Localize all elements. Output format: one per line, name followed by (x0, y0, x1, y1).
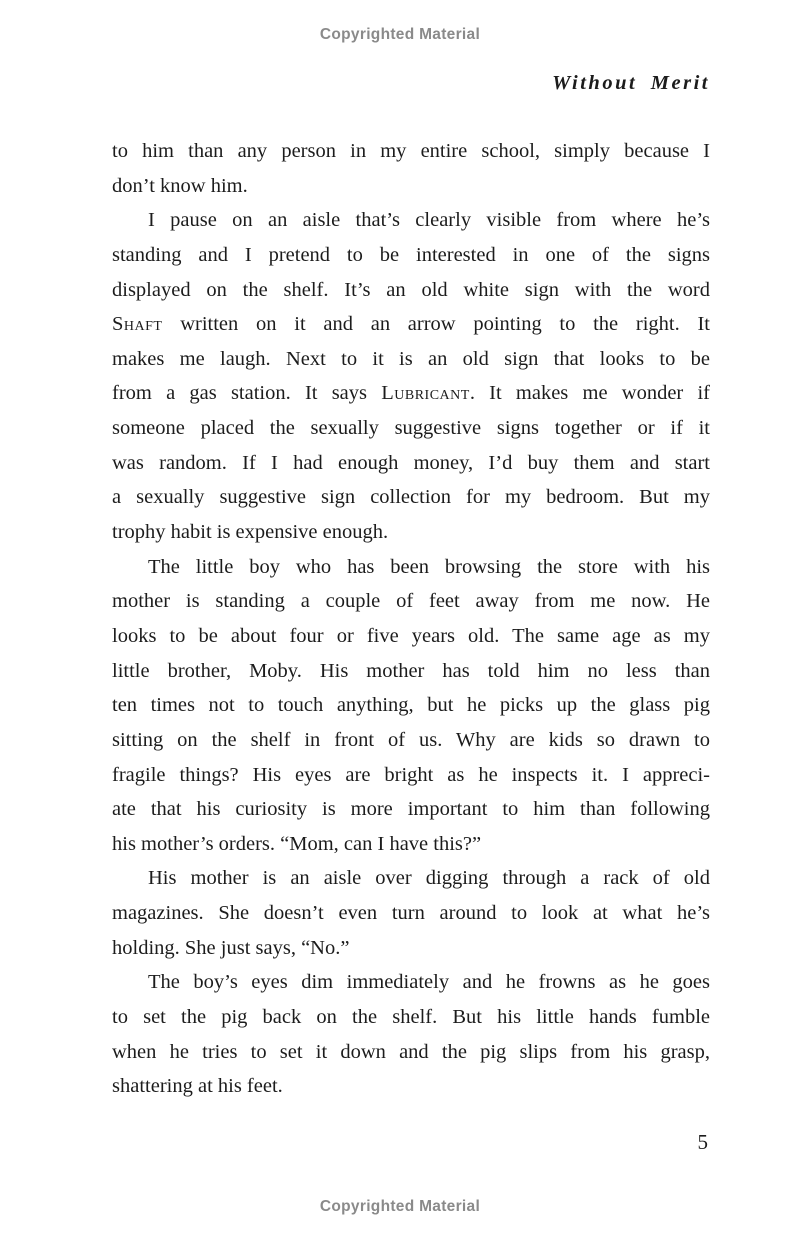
smallcaps-word: Lubricant (381, 382, 470, 405)
text-line: The little boy who has been browsing the store with his (148, 555, 710, 578)
text-line: The boy’s eyes dim immediately and he frowns as he goes (148, 971, 710, 994)
text-line: to set the pig back on the shelf. But his little hands fumble (112, 1006, 710, 1029)
text-line: looks to be about four or five years old. The same age as my (112, 624, 710, 647)
text-line: was random. If I had enough money, I’d buy them and start (112, 451, 710, 474)
text-line: when he tries to set it down and the pig slips from his grasp, (112, 1040, 710, 1063)
text-line: fragile things? His eyes are bright as he inspects it. I appreci- (112, 763, 710, 786)
text-line: magazines. She doesn’t even turn around to look at what he’s (112, 902, 710, 925)
text-line: don’t know him. (112, 174, 248, 197)
text-line: holding. She just says, “No.” (112, 936, 350, 959)
text-line: from a gas station. It says Lubricant. It makes me wonder if (112, 382, 711, 405)
text-line: sitting on the shelf in front of us. Why are kids so drawn to (112, 728, 710, 751)
text-line: standing and I pretend to be interested in one of the signs (112, 243, 710, 266)
text-line: to him than any person in my entire school, simply because I (112, 140, 710, 162)
text-line: a sexually suggestive sign collection for my bedroom. But my (112, 486, 710, 509)
running-header-title: Without Merit (552, 72, 710, 94)
text-line: I pause on an aisle that’s clearly visible from where he’s (148, 209, 710, 232)
page-number: 5 (697, 1130, 708, 1154)
copyright-notice-bottom: Copyrighted Material (319, 1198, 481, 1215)
text-line: ate that his curiosity is more important to him than following (112, 798, 710, 821)
text-line: his mother’s orders. “Mom, can I have this?” (112, 832, 482, 855)
text-line: someone placed the sexually suggestive signs together or if it (112, 417, 710, 440)
text-line: ten times not to touch anything, but he picks up the glass pig (112, 694, 710, 717)
copyright-notice-top: Copyrighted Material (319, 26, 481, 43)
text-line: shattering at his feet. (112, 1075, 283, 1098)
body-text (112, 134, 710, 1104)
text-line: displayed on the shelf. It’s an old white sign with the word (112, 278, 710, 301)
text-line: little brother, Moby. His mother has told him no less than (112, 659, 710, 682)
text-line: mother is standing a couple of feet away from me now. He (112, 590, 710, 613)
text-line: His mother is an aisle over digging through a rack of old (148, 867, 710, 890)
text-line: trophy habit is expensive enough. (112, 521, 389, 544)
text-line: Shaft written on it and an arrow pointing to the right. It (112, 313, 710, 336)
smallcaps-word: Shaft (112, 313, 163, 336)
text-line: makes me laugh. Next to it is an old sign that looks to be (112, 347, 710, 370)
